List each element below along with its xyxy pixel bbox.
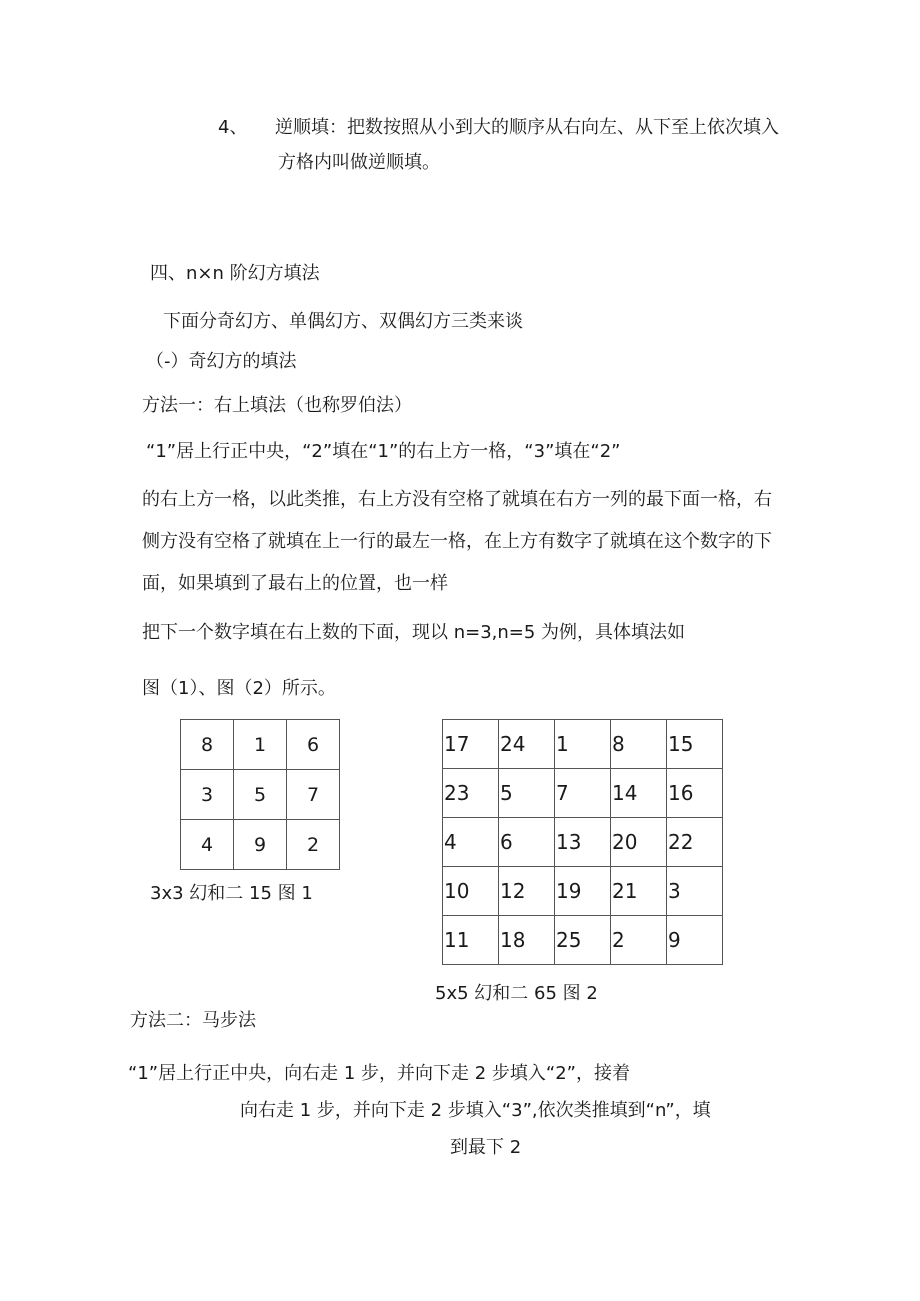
grid-cell: 13 <box>555 818 611 867</box>
table-row <box>443 867 723 916</box>
section-intro: 下面分奇幻方、单偶幻方、双偶幻方三类来谈 <box>163 311 523 332</box>
item-4-line-1: 逆顺填：把数按照从小到大的顺序从右向左、从下至上依次填入 <box>275 117 779 138</box>
table-row <box>443 818 723 867</box>
grid-cell: 22 <box>667 818 723 867</box>
section-heading: 四、n×n 阶幻方填法 <box>150 263 320 284</box>
magic-square-3x3 <box>180 719 340 870</box>
grid-cell: 5 <box>499 769 555 818</box>
grid-cell: 19 <box>555 867 611 916</box>
method-1-title: 方法一：右上填法（也称罗伯法） <box>142 395 412 416</box>
grid-cell: 9 <box>667 916 723 965</box>
grid-cell: 20 <box>611 818 667 867</box>
grid-cell: 6 <box>287 720 340 770</box>
grid-cell: 16 <box>667 769 723 818</box>
figure-1-caption: 3x3 幻和二 15 图 1 <box>150 883 313 904</box>
magic-square-5x5 <box>442 719 723 965</box>
table-row <box>181 770 340 820</box>
figure-2-caption: 5x5 幻和二 65 图 2 <box>435 983 598 1004</box>
method-1-paragraph-3: 把下一个数字填在右上数的下面，现以 n=3,n=5 为例，具体填法如 <box>142 622 686 643</box>
method-2-paragraph-3: 到最下 2 <box>450 1137 522 1158</box>
grid-cell: 23 <box>443 769 499 818</box>
grid-cell: 4 <box>443 818 499 867</box>
method-1-paragraph-2-line: 侧方没有空格了就填在上一行的最左一格，在上方有数字了就填在这个数字的下 <box>142 531 772 552</box>
grid-cell: 1 <box>234 720 287 770</box>
grid-cell: 4 <box>181 820 234 870</box>
grid-cell: 18 <box>499 916 555 965</box>
grid-cell: 8 <box>181 720 234 770</box>
grid-cell: 3 <box>667 867 723 916</box>
grid-cell: 15 <box>667 720 723 769</box>
method-1-paragraph-1: “1”居上行正中央，“2”填在“1”的右上方一格，“3”填在“2” <box>146 441 621 462</box>
grid-cell: 17 <box>443 720 499 769</box>
grid-cell: 6 <box>499 818 555 867</box>
method-1-paragraph-2-line: 面，如果填到了最右上的位置，也一样 <box>142 573 448 594</box>
grid-cell: 7 <box>287 770 340 820</box>
grid-cell: 21 <box>611 867 667 916</box>
item-4-number: 4、 <box>218 117 248 138</box>
table-row <box>443 720 723 769</box>
grid-cell: 24 <box>499 720 555 769</box>
grid-cell: 11 <box>443 916 499 965</box>
grid-cell: 2 <box>611 916 667 965</box>
grid-cell: 8 <box>611 720 667 769</box>
method-1-paragraph-4: 图（1）、图（2）所示。 <box>142 678 336 699</box>
grid-cell: 2 <box>287 820 340 870</box>
method-2-paragraph-1: “1”居上行正中央，向右走 1 步，并向下走 2 步填入“2”，接着 <box>128 1063 630 1084</box>
item-4-line-2: 方格内叫做逆顺填。 <box>278 152 440 173</box>
grid-cell: 7 <box>555 769 611 818</box>
table-row <box>181 820 340 870</box>
table-row <box>443 769 723 818</box>
grid-cell: 14 <box>611 769 667 818</box>
grid-cell: 25 <box>555 916 611 965</box>
table-row <box>181 720 340 770</box>
method-1-paragraph-2-line: 的右上方一格，以此类推，右上方没有空格了就填在右方一列的最下面一格，右 <box>142 489 772 510</box>
grid-cell: 9 <box>234 820 287 870</box>
grid-cell: 1 <box>555 720 611 769</box>
method-2-title: 方法二：马步法 <box>130 1010 256 1031</box>
table-row <box>443 916 723 965</box>
method-2-paragraph-2: 向右走 1 步，并向下走 2 步填入“3”,依次类推填到“n”，填 <box>240 1100 711 1121</box>
grid-cell: 5 <box>234 770 287 820</box>
grid-cell: 12 <box>499 867 555 916</box>
subsection-heading: （-）奇幻方的填法 <box>146 351 297 372</box>
grid-cell: 10 <box>443 867 499 916</box>
grid-cell: 3 <box>181 770 234 820</box>
